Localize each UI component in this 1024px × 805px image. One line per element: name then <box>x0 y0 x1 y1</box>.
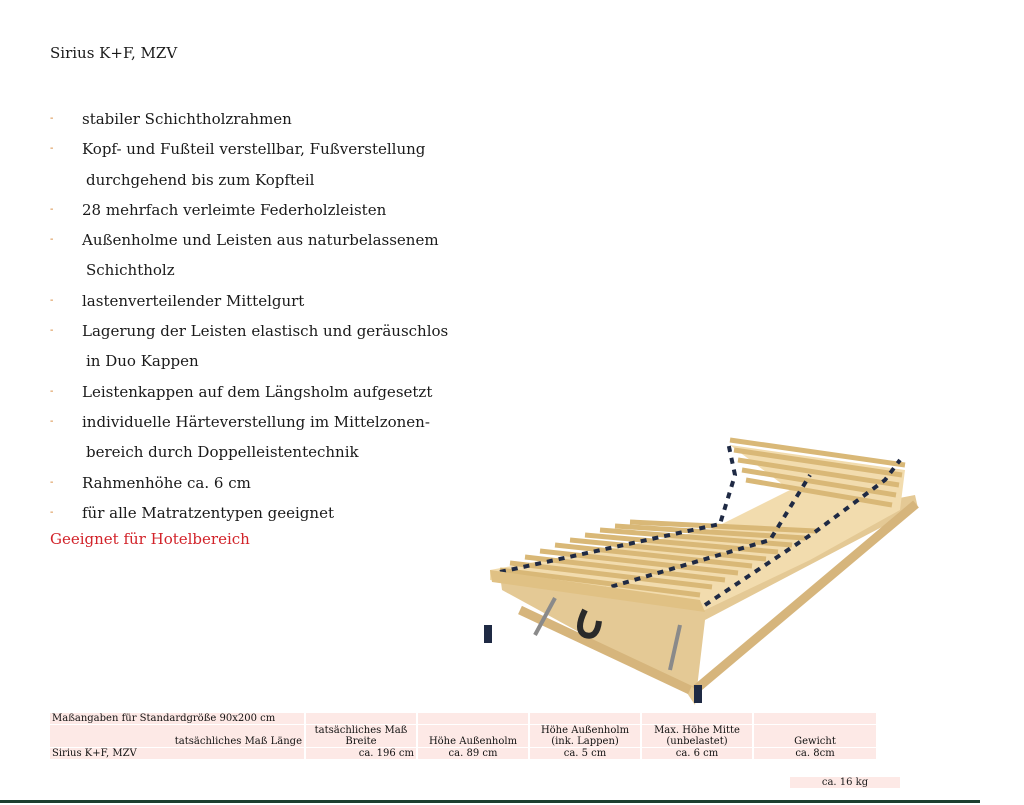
table-cell: ca. 5 cm <box>530 748 640 759</box>
table-cell: ca. 6 cm <box>642 748 752 759</box>
table-header: Höhe Außenholm <box>418 725 528 747</box>
feature-item: - Rahmenhöhe ca. 6 cm <box>50 468 522 498</box>
table-row <box>50 748 876 759</box>
table-cell: ca. 8cm <box>754 748 876 759</box>
table-cell: ca. 89 cm <box>418 748 528 759</box>
table-header: Max. Höhe Mitte (unbelastet) <box>642 725 752 747</box>
table-row-label: Sirius K+F, MZV <box>50 748 304 759</box>
bullet-dash: - <box>50 325 54 337</box>
slat-deck <box>490 440 905 612</box>
feature-item: - stabiler Schichtholzrahmen <box>50 104 522 134</box>
feature-item: - 28 mehrfach verleimte Federholzleisten <box>50 195 522 225</box>
footer-divider <box>0 800 980 803</box>
bullet-dash: - <box>50 415 54 427</box>
feature-item: - für alle Matratzentypen geeignet <box>50 498 522 528</box>
bullet-dash: - <box>50 113 54 124</box>
feature-item: - Außenholme und Leisten aus naturbelassenem Schichtholz <box>50 225 522 286</box>
bullet-dash: - <box>50 294 54 306</box>
specs-table <box>48 712 878 760</box>
table-header: tatsächliches Maß Breite <box>306 725 416 747</box>
feature-item: - Kopf- und Fußteil verstellbar, Fußverstellung durchgehend bis zum Kopfteil <box>50 134 522 195</box>
hotel-note: Geeignet für Hotelbereich <box>50 530 250 548</box>
table-header: Höhe Außenholm (ink. Lappen) <box>530 725 640 747</box>
bullet-dash: - <box>50 234 54 246</box>
table-header: Gewicht <box>754 725 876 747</box>
table-cell-weight: ca. 16 kg <box>790 777 900 788</box>
table-header: tatsächliches Maß Länge <box>50 725 304 747</box>
feature-item: - Lagerung der Leisten elastisch und geräuschlos in Duo Kappen <box>50 316 522 377</box>
product-title: Sirius K+F, MZV <box>50 44 178 62</box>
bullet-dash: - <box>50 143 54 155</box>
slatted-bed-frame-image <box>480 420 930 710</box>
feature-item: - Leistenkappen auf dem Längsholm aufgesetzt <box>50 377 522 407</box>
bullet-dash: - <box>50 506 54 518</box>
table-cell: ca. 196 cm <box>306 748 416 759</box>
feature-list <box>50 104 522 528</box>
bullet-dash: - <box>50 203 54 215</box>
feature-item: - lastenverteilender Mittelgurt <box>50 286 522 316</box>
bullet-dash: - <box>50 476 54 488</box>
feature-item: - individuelle Härteverstellung im Mittelzonen- bereich durch Doppelleistentechnik <box>50 407 522 468</box>
bullet-dash: - <box>50 385 54 397</box>
table-caption: Maßangaben für Standardgröße 90x200 cm <box>50 713 304 724</box>
